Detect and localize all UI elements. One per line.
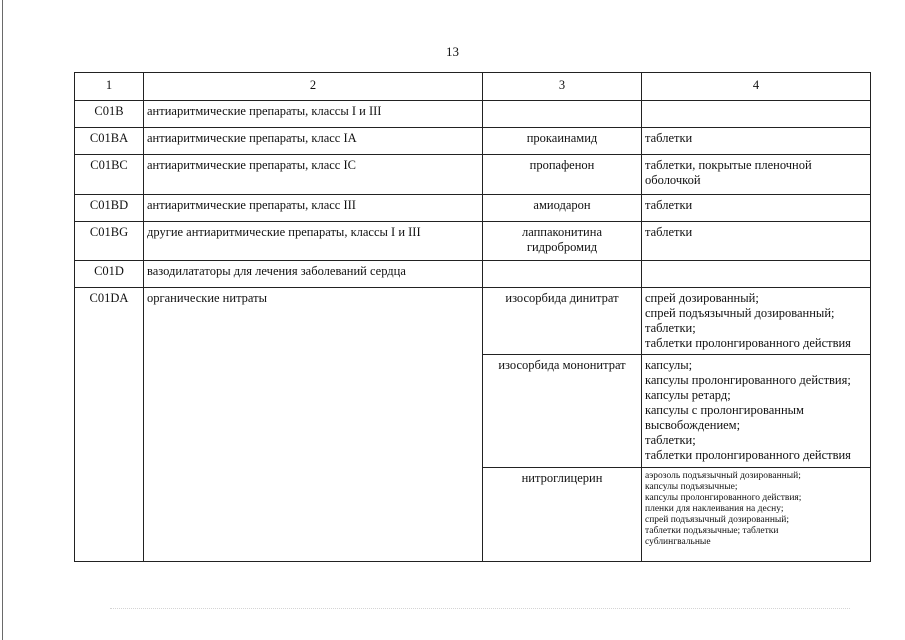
atc-code: C01D [75, 261, 144, 288]
table-row [75, 288, 871, 355]
dosage-form: спрей дозированный; [645, 291, 759, 305]
pharmacological-group: органические нитраты [144, 288, 483, 562]
pharmacological-group: антиаритмические препараты, класс IC [144, 155, 483, 195]
column-header-4: 4 [642, 73, 871, 101]
scan-artifacts [110, 608, 850, 615]
column-header-2: 2 [144, 73, 483, 101]
drug-name: изосорбида мононитрат [483, 355, 642, 468]
dosage-forms [642, 101, 871, 128]
dosage-form: капсулы пролонгированного действия; [645, 493, 802, 503]
atc-code: C01BC [75, 155, 144, 195]
dosage-form: капсулы ретард; [645, 388, 731, 402]
pharmacological-group: вазодилататоры для лечения заболеваний сердца [144, 261, 483, 288]
dosage-form: высвобождением; [645, 418, 741, 432]
drug-name: амиодарон [483, 195, 642, 222]
dosage-form: капсулы пролонгированного действия; [645, 373, 851, 387]
table-row [75, 222, 871, 261]
dosage-form: таблетки пролонгированного действия [645, 336, 851, 350]
dosage-forms [642, 195, 871, 222]
drug-name-line: лаппаконитина [521, 225, 602, 239]
dosage-form: оболочкой [645, 173, 701, 187]
pharmacological-group: антиаритмические препараты, классы I и III [144, 101, 483, 128]
dosage-form: таблетки [645, 131, 693, 145]
drug-name [483, 261, 642, 288]
table-header-row [75, 73, 871, 101]
dosage-form: капсулы с пролонгированным [645, 403, 804, 417]
drug-name [483, 101, 642, 128]
dosage-form: таблетки; [645, 321, 696, 335]
column-header-1: 1 [75, 73, 144, 101]
dosage-forms [642, 128, 871, 155]
dosage-form: таблетки; [645, 433, 696, 447]
pharmacological-group: антиаритмические препараты, класс III [144, 195, 483, 222]
dosage-forms [642, 222, 871, 261]
dosage-form: таблетки [645, 225, 693, 239]
drug-name [483, 222, 642, 261]
dosage-form: пленки для наклеивания на десну; [645, 504, 784, 514]
dosage-form: аэрозоль подъязычный дозированный; [645, 471, 801, 481]
drug-table [74, 72, 871, 562]
atc-code: C01B [75, 101, 144, 128]
dosage-form: капсулы подъязычные; [645, 482, 738, 492]
atc-code: C01DA [75, 288, 144, 562]
dosage-form: таблетки, покрытые пленочной [645, 158, 812, 172]
drug-name-line: гидробромид [526, 240, 598, 254]
atc-code: C01BG [75, 222, 144, 261]
table-row [75, 155, 871, 195]
drug-name: нитроглицерин [483, 468, 642, 562]
atc-code: C01BA [75, 128, 144, 155]
dosage-form: таблетки [645, 198, 693, 212]
table-row [75, 101, 871, 128]
atc-code: C01BD [75, 195, 144, 222]
dosage-forms [642, 468, 871, 562]
dosage-forms [642, 288, 871, 355]
dosage-form: таблетки подъязычные; таблетки [645, 526, 779, 536]
pharmacological-group: другие антиаритмические препараты, классы I и III [144, 222, 483, 261]
dosage-forms [642, 155, 871, 195]
drug-name: изосорбида динитрат [483, 288, 642, 355]
table-row [75, 261, 871, 288]
drug-name: пропафенон [483, 155, 642, 195]
drug-name: прокаинамид [483, 128, 642, 155]
pharmacological-group: антиаритмические препараты, класс IA [144, 128, 483, 155]
table-row [75, 195, 871, 222]
dosage-form: капсулы; [645, 358, 693, 372]
dosage-forms [642, 355, 871, 468]
dosage-form: таблетки пролонгированного действия [645, 448, 851, 462]
page-number: 13 [446, 44, 459, 59]
page-edge-line [2, 0, 3, 640]
dosage-form: спрей подъязычный дозированный; [645, 306, 835, 320]
dosage-forms [642, 261, 871, 288]
column-header-3: 3 [483, 73, 642, 101]
dosage-form: спрей подъязычный дозированный; [645, 515, 790, 525]
table-row [75, 128, 871, 155]
dosage-form: сублингвальные [645, 537, 711, 547]
